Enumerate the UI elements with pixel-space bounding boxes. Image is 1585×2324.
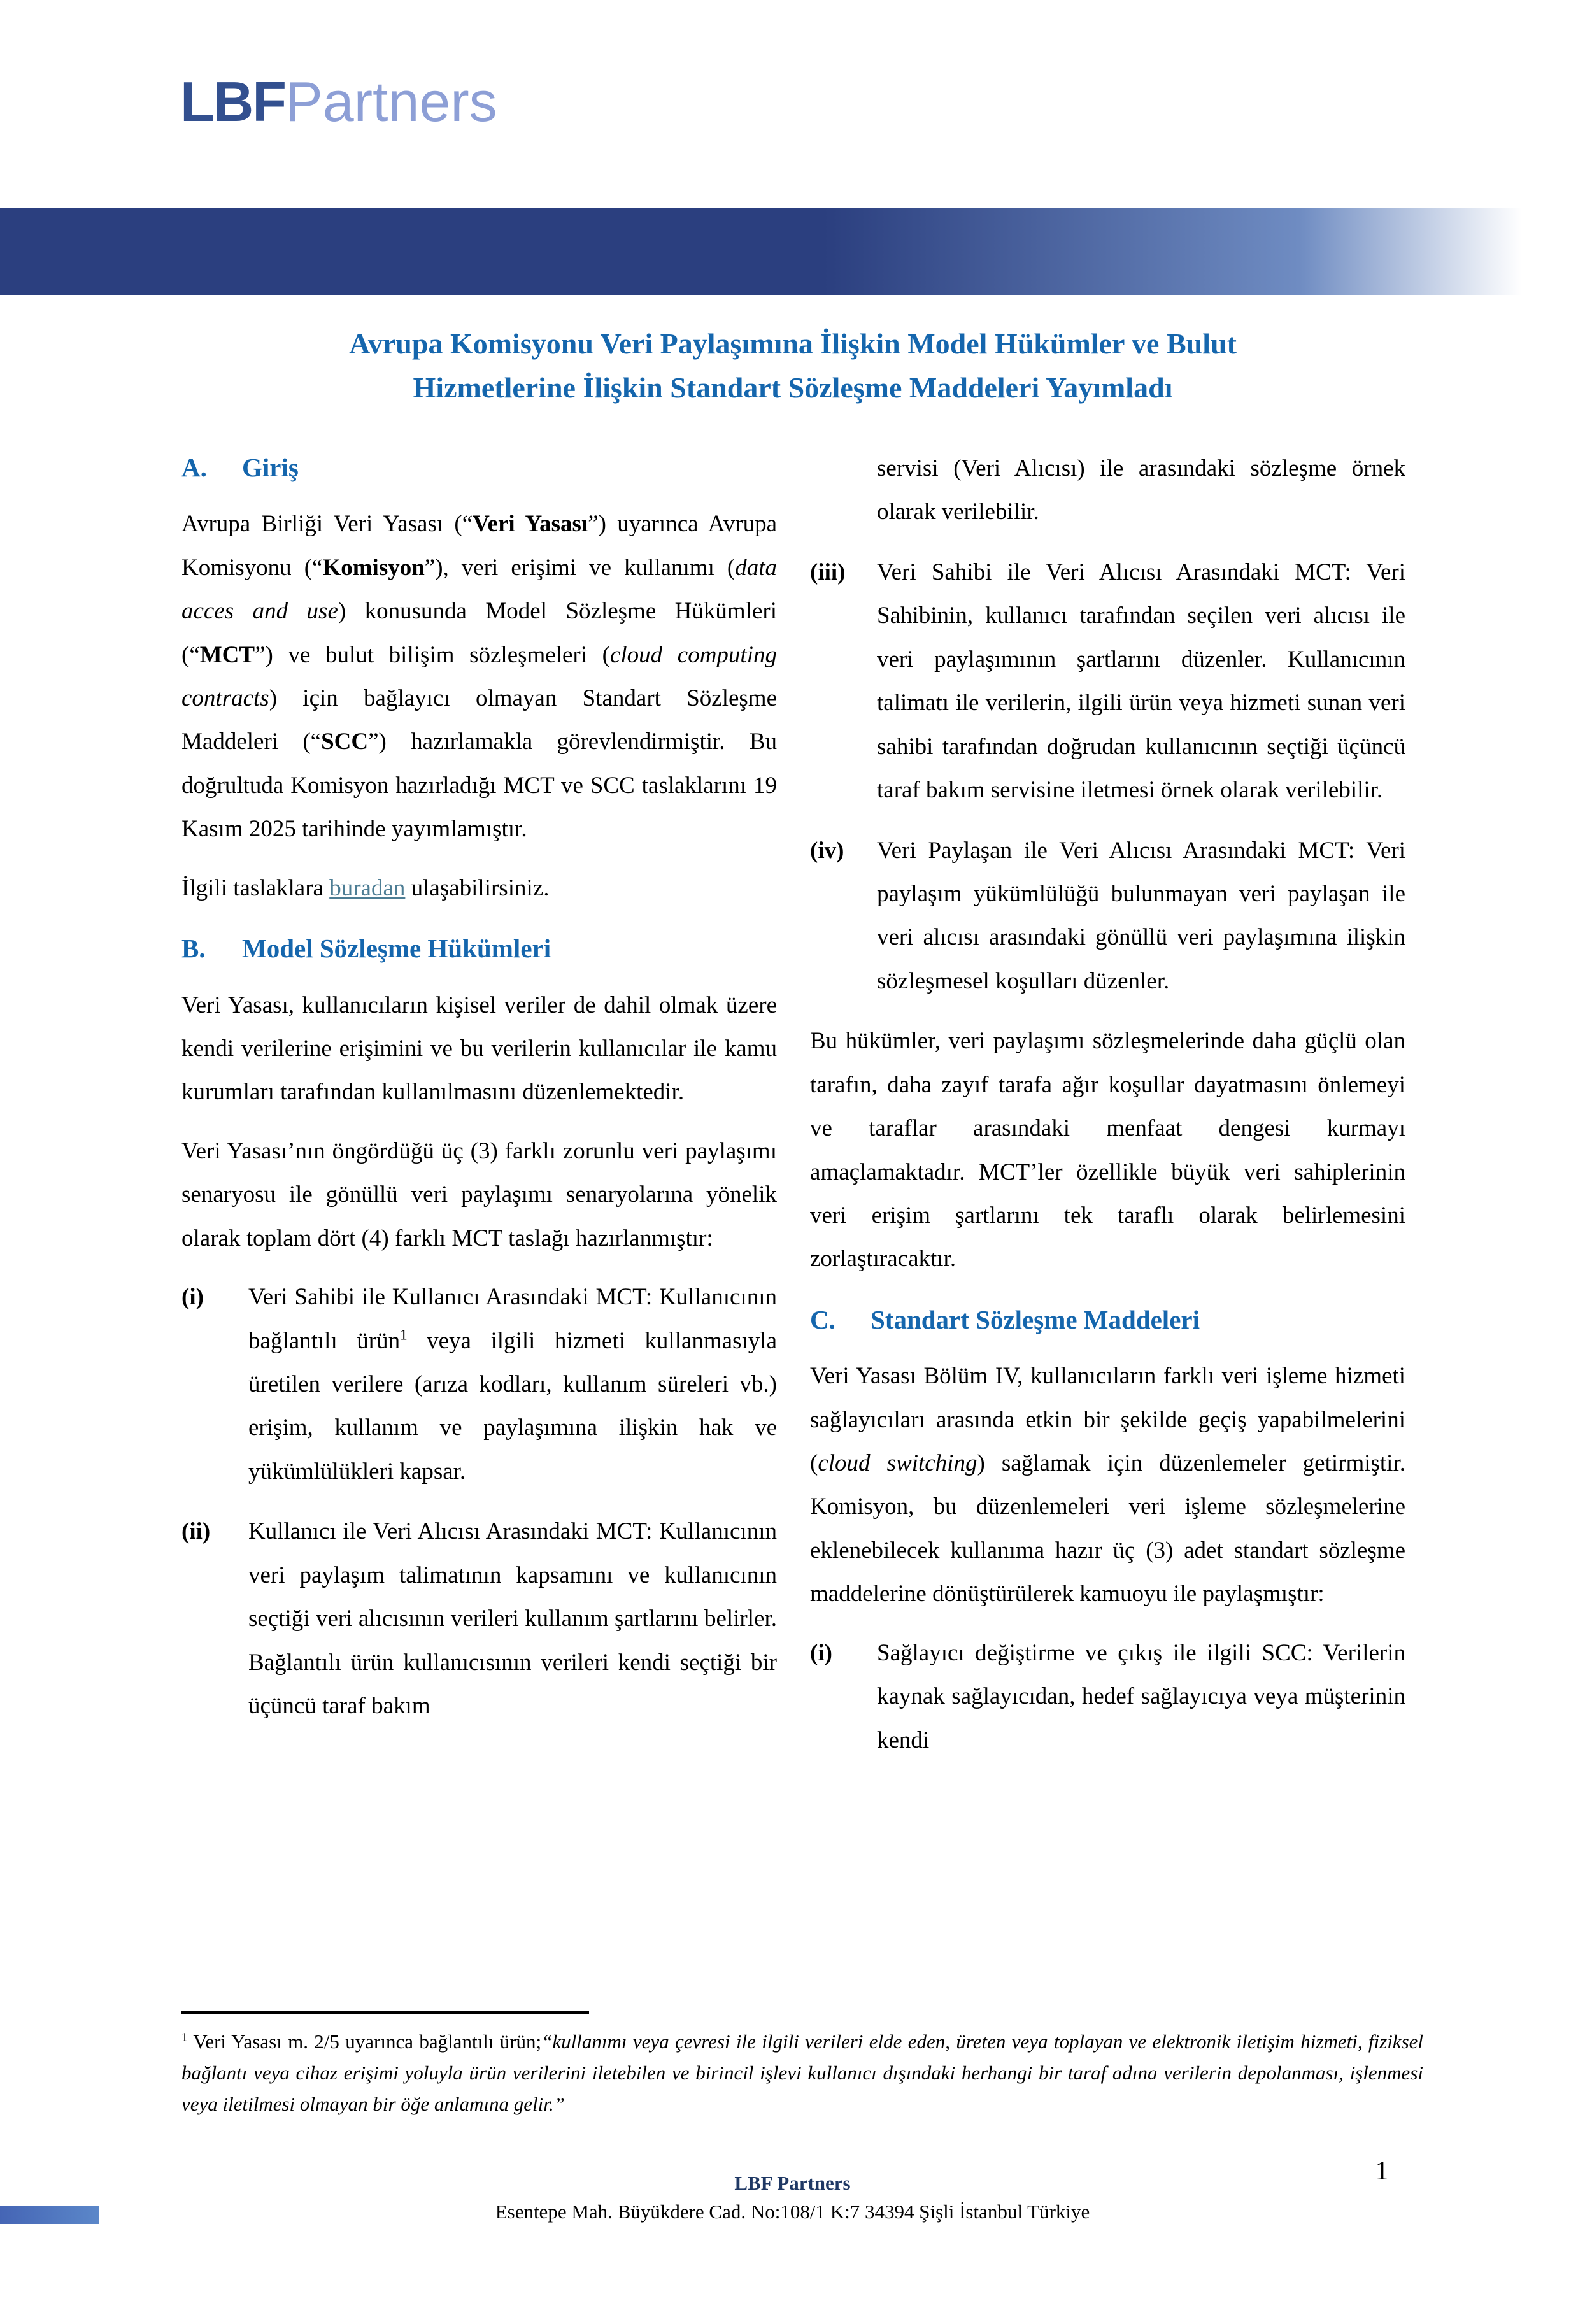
- section-letter: A.: [181, 453, 207, 482]
- section-letter: C.: [810, 1304, 835, 1334]
- article-title-line2: Hizmetlerine İlişkin Standart Sözleşme Maddeleri Yayımladı: [413, 371, 1173, 404]
- buradan-link[interactable]: buradan: [329, 874, 406, 901]
- list-item-text: [877, 829, 1405, 1004]
- text-run: Avrupa Birliği Veri Yasası (“: [181, 511, 473, 538]
- list-item: [181, 1276, 777, 1493]
- list-item: [810, 1632, 1405, 1762]
- footer-address: Esentepe Mah. Büyükdere Cad. No:108/1 K:7 34394 Şişli İstanbul Türkiye: [495, 2200, 1090, 2223]
- section-letter: B.: [181, 934, 206, 964]
- text-run: Veri Paylaşan ile Veri Alıcısı Arasındaki MCT: Veri paylaşım yükümlülüğü bulunmayan veri paylaşan ile veri alıcısı arasındaki gönüllü veri paylaşımına ilişkin sözleşmesel koşulları düzenler.: [877, 837, 1405, 994]
- text-run: Veri Sahibi ile Veri Alıcısı Arasındaki MCT: Veri Sahibinin, kullanıcı tarafından seçilen veri alıcısı ile veri paylaşımının şartlarını düzenler. Kullanıcının talimatı ile verilerin, ilgili ürün veya hizmeti sunan veri sahibi tarafından doğrudan kullanıcının seçtiği üçüncü taraf bakım servisine iletmesi örnek olarak verilebilir.: [877, 559, 1405, 804]
- section-heading: [810, 1303, 1405, 1337]
- text-run: veya ilgili hizmeti kullanmasıyla üretilen verilere (arıza kodları, kullanım süreleri vb.) erişim, kullanım ve paylaşımına ilişkin hak ve yükümlülükleri kapsar.: [248, 1327, 777, 1485]
- text-run: İlgili taslaklara: [181, 874, 330, 901]
- text-run: Veri Yasası’nın öngördüğü üç (3) farklı zorunlu veri paylaşımı senaryosu ile gönüllü veri paylaşımı senaryolarına yönelik olarak toplam dört (4) farklı MCT taslağı hazırlanmıştır:: [181, 1137, 777, 1251]
- list-item-text: [248, 1510, 777, 1728]
- list-item: [810, 551, 1405, 813]
- body-paragraph: [181, 1130, 777, 1260]
- left-column: [181, 447, 777, 1745]
- text-run: MCT: [199, 641, 255, 668]
- text-run: Veri Sahibi ile Kullanıcı Arasındaki MCT: Kullanıcının bağlantılı ürün: [248, 1284, 777, 1354]
- header-gradient-bar: [0, 208, 1585, 295]
- section-title-text: Giriş: [242, 453, 299, 482]
- body-paragraph: [810, 1355, 1405, 1616]
- text-run: cloud switching: [818, 1450, 977, 1477]
- text-run: ) sağlamak için düzenlemeler getirmiştir. Komisyon, bu düzenlemeleri veri işleme sözleşmelerine eklenebilecek kullanıma hazır üç (3) adet standart sözleşme maddelerine dönüştürülerek kamuoyu ile paylaşmıştır:: [810, 1450, 1405, 1608]
- list-item-continuation: [810, 447, 1405, 534]
- text-run: Komisyon: [322, 554, 425, 581]
- body-paragraph: [810, 1020, 1405, 1281]
- section-title-text: Standart Sözleşme Maddeleri: [871, 1304, 1200, 1334]
- text-run: ) için bağlayıcı olmayan Standart Sözleşme Maddeleri (“: [181, 685, 777, 755]
- text-run: Kullanıcı ile Veri Alıcısı Arasındaki MCT: Kullanıcının veri paylaşım talimatının kapsamını ve kullanıcının seçtiği veri alıcısının verileri kullanım şartlarını belirler. Bağlantılı ürün kullanıcısının verileri kendi seçtiği bir üçüncü taraf bakım: [248, 1518, 777, 1720]
- logo-lbf-text: LBF: [180, 70, 286, 133]
- text-run: Veri Yasası, kullanıcıların kişisel veriler de dahil olmak üzere kendi verilerine erişimini ve bu verilerin kullanıcılar ile kamu kurumları tarafından kullanılmasını düzenlemektedir.: [181, 992, 777, 1106]
- footnote-separator: [181, 2011, 589, 2014]
- article-title-line1: Avrupa Komisyonu Veri Paylaşımına İlişkin Model Hükümler ve Bulut: [349, 327, 1237, 360]
- text-run: Veri Yasası Bölüm IV, kullanıcıların farklı veri işleme hizmeti sağlayıcıları arasında etkin bir şekilde geçiş yapabilmelerini (: [810, 1363, 1405, 1477]
- text-run: ulaşabilirsiniz.: [405, 874, 550, 901]
- footer-firm-name: LBF Partners: [734, 2172, 851, 2194]
- section-heading: [181, 451, 777, 485]
- text-run: ”) hazırlamakla görevlendirmiştir. Bu doğrultuda Komisyon hazırladığı MCT ve SCC taslaklarını 19 Kasım 2025 tarihinde yayımlamıştır.: [181, 729, 777, 843]
- list-item-text: [248, 1276, 777, 1493]
- section-title-text: Model Sözleşme Hükümleri: [242, 934, 551, 964]
- text-run: SCC: [321, 729, 369, 755]
- text-run: cloud computing contracts: [181, 641, 777, 712]
- text-run: data acces and use: [181, 554, 777, 625]
- right-column: [810, 447, 1405, 1779]
- lbf-partners-logo: [180, 70, 497, 133]
- footnote-reference: 1: [400, 1327, 408, 1343]
- text-run: servisi (Veri Alıcısı) ile arasındaki sözleşme örnek olarak verilebilir.: [877, 455, 1405, 525]
- list-item: [181, 1510, 777, 1728]
- footnote-reference: 1: [181, 2030, 188, 2044]
- text-run: ”) ve bulut bilişim sözleşmeleri (: [255, 641, 610, 668]
- text-run: Veri Yasası: [473, 511, 588, 538]
- text-run: ”), veri erişimi ve kullanımı (: [424, 554, 736, 581]
- footer-accent-bar: [0, 2206, 99, 2224]
- list-item-text: [877, 551, 1405, 813]
- footnote-text: [181, 2027, 1423, 2120]
- list-item-text: [877, 1632, 1405, 1762]
- body-paragraph: [181, 867, 777, 910]
- list-marker: (iii): [810, 559, 846, 585]
- list-item: [810, 829, 1405, 1004]
- text-run: Bu hükümler, veri paylaşımı sözleşmelerinde daha güçlü olan tarafın, daha zayıf tarafa ağır koşullar dayatmasını önlemeyi ve taraflar arasındaki menfaat dengesi kurmayı amaçlamaktadır. MCT’ler özellikle büyük veri sahiplerinin veri erişim şartlarını tek taraflı olarak belirlemesini zorlaştıracaktır.: [810, 1028, 1405, 1272]
- list-marker: (i): [181, 1284, 204, 1311]
- list-marker: (ii): [181, 1518, 211, 1545]
- text-run: Veri Yasası m. 2/5 uyarınca bağlantılı ürün;: [187, 2030, 542, 2053]
- text-run: ”) uyarınca Avrupa Komisyonu (“: [181, 511, 777, 581]
- body-paragraph: [181, 984, 777, 1115]
- text-run: “kullanımı veya çevresi ile ilgili verileri elde eden, üreten veya toplayan ve elektronik iletişim hizmeti, fiziksel bağlantı veya cihaz erişimi yoluyla ürün verilerini iletebilen ve birincil işlevi kullanıcı dışındaki herhangi bir taraf adına verilerin depolanması, işlenmesi veya iletilmesi olmayan bir öğe anlamına gelir.”: [181, 2030, 1424, 2115]
- text-run: Sağlayıcı değiştirme ve çıkış ile ilgili SCC: Verilerin kaynak sağlayıcıdan, hedef sağlayıcıya veya müşterinin kendi: [877, 1639, 1405, 1753]
- body-paragraph: [181, 503, 777, 852]
- section-heading: [181, 932, 777, 966]
- list-marker: (iv): [810, 837, 844, 864]
- logo-partners-text: Partners: [285, 70, 497, 133]
- page-number: 1: [1375, 2156, 1389, 2186]
- article-title: [204, 322, 1382, 410]
- list-marker: (i): [810, 1639, 832, 1666]
- list-item-text: [877, 447, 1405, 534]
- text-run: ) konusunda Model Sözleşme Hükümleri (“: [181, 598, 777, 668]
